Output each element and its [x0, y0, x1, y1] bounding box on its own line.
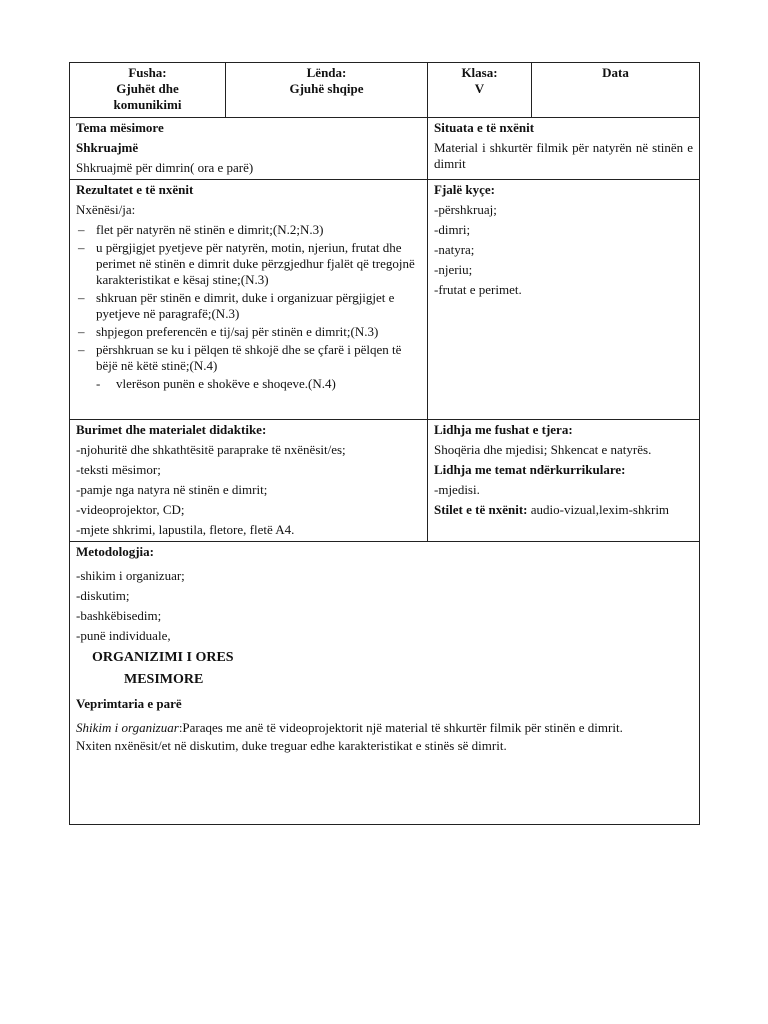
metodologjia-item: -punë individuale,: [76, 628, 171, 643]
burimet-cell: [70, 420, 428, 542]
shikim-label: Shikim i organizuar: [76, 720, 179, 735]
lidhja-temat-value: -mjedisi.: [434, 482, 480, 497]
tema-title: Shkruajmë: [76, 140, 139, 155]
rezultatet-intro: Nxënësi/ja:: [76, 202, 136, 217]
rezultatet-item: [76, 342, 421, 374]
tema-row: [70, 118, 700, 180]
rezultatet-row: [70, 180, 700, 420]
fjale-kyce-item: -njeriu;: [434, 262, 473, 277]
fusha-cell: [70, 63, 226, 118]
dash-bullet: –: [78, 324, 85, 339]
rezultatet-sub-item: [76, 376, 421, 392]
situata-text: Material i shkurtër filmik për natyrën në stinën e dimrit: [434, 140, 693, 171]
veprimtaria-heading: Veprimtaria e parë: [76, 696, 182, 711]
lenda-value: Gjuhë shqipe: [289, 81, 364, 96]
metodologjia-label: Metodologjia:: [76, 544, 154, 559]
nxiten-paragraph: Nxiten nxënësit/et në diskutim, duke treguar edhe karakteristikat e stinës së dimrit.: [76, 738, 507, 753]
burimet-item: -pamje nga natyra në stinën e dimrit;: [76, 482, 268, 497]
rezultatet-item: [76, 222, 421, 238]
rezultatet-item: [76, 324, 421, 340]
burimet-item: -njohuritë dhe shkathtësitë paraprake të nxënësit/es;: [76, 442, 346, 457]
data-cell: [532, 63, 700, 118]
dash-bullet: –: [78, 240, 85, 255]
fusha-label: Fusha:: [128, 65, 167, 80]
rezultatet-list: [76, 222, 421, 374]
rezultatet-item: [76, 240, 421, 288]
fusha-value-1: Gjuhët dhe: [116, 81, 179, 96]
rezultatet-item-text: shkruan për stinën e dimrit, duke i organizuar përgjigjet e pyetjeve në paragrafë;(N.3): [96, 290, 395, 321]
burimet-item: -videoprojektor, CD;: [76, 502, 185, 517]
tema-subtitle: Shkruajmë për dimrin( ora e parë): [76, 160, 254, 175]
tema-label: Tema mësimore: [76, 120, 164, 135]
lenda-label: Lënda:: [306, 65, 347, 80]
stilet-line: [434, 502, 693, 518]
dash-bullet: –: [78, 342, 85, 357]
lidhja-fushat-label: Lidhja me fushat e tjera:: [434, 422, 573, 437]
burimet-row: [70, 420, 700, 542]
shikim-text: :Paraqes me anë të videoprojektorit një material të shkurtër filmik për stinën e dimrit.: [178, 720, 623, 735]
stilet-label: Stilet e të nxënit:: [434, 502, 528, 517]
rezultatet-item-text: u përgjigjet pyetjeve për natyrën, motin, njeriun, frutat dhe perimet në stinën e dimrit duke përzgjedhur fjalët që tregojnë karakteristikat e kësaj stine;(N.3): [96, 240, 415, 287]
fjale-kyce-item: -përshkruaj;: [434, 202, 497, 217]
rezultatet-item-text: shpjegon preferencën e tij/saj për stinën e dimrit;(N.3): [96, 324, 379, 339]
burimet-label: Burimet dhe materialet didaktike:: [76, 422, 267, 437]
rezultatet-label: Rezultatet e të nxënit: [76, 182, 194, 197]
tema-cell: [70, 118, 428, 180]
burimet-item: -mjete shkrimi, lapustila, fletore, fletë A4.: [76, 522, 295, 537]
header-row: [70, 63, 700, 118]
lidhja-fushat-value: Shoqëria dhe mjedisi; Shkencat e natyrës.: [434, 442, 652, 457]
rezultatet-item-text: përshkruan se ku i pëlqen të shkojë dhe se çfarë i pëlqen të bëjë në këtë stinë;(N.4): [96, 342, 402, 373]
mesimore-heading: MESIMORE: [124, 672, 204, 687]
rezultatet-cell: [70, 180, 428, 420]
data-label: Data: [602, 65, 629, 80]
fjale-kyce-item: -natyra;: [434, 242, 475, 257]
fusha-value-2: komunikimi: [113, 97, 182, 112]
fjale-kyce-cell: [428, 180, 700, 420]
metodologjia-row: [70, 542, 700, 825]
rezultatet-item-text: flet për natyrën në stinën e dimrit;(N.2;N.3): [96, 222, 324, 237]
organizimi-heading: ORGANIZIMI I ORES: [92, 650, 234, 665]
situata-label: Situata e të nxënit: [434, 120, 535, 135]
klasa-cell: [428, 63, 532, 118]
sub-dash-bullet: -: [96, 376, 101, 391]
burimet-item: -teksti mësimor;: [76, 462, 161, 477]
lesson-plan-table: [69, 62, 700, 825]
shikim-paragraph: [76, 720, 636, 736]
klasa-value: V: [474, 81, 485, 96]
fjale-kyce-label: Fjalë kyçe:: [434, 182, 496, 197]
fjale-kyce-item: -frutat e perimet.: [434, 282, 522, 297]
lidhja-temat-label: Lidhja me temat ndërkurrikulare:: [434, 462, 626, 477]
fjale-kyce-item: -dimri;: [434, 222, 471, 237]
stilet-value: audio-vizual,lexim-shkrim: [527, 502, 670, 517]
situata-cell: [428, 118, 700, 180]
lidhja-cell: [428, 420, 700, 542]
metodologjia-item: -diskutim;: [76, 588, 130, 603]
rezultatet-sub-item-text: vlerëson punën e shokëve e shoqeve.(N.4): [116, 376, 336, 391]
lenda-cell: [226, 63, 428, 118]
metodologjia-cell: [70, 542, 700, 825]
metodologjia-item: -bashkëbisedim;: [76, 608, 162, 623]
dash-bullet: –: [78, 222, 85, 237]
klasa-label: Klasa:: [461, 65, 498, 80]
metodologjia-item: -shikim i organizuar;: [76, 568, 185, 583]
dash-bullet: –: [78, 290, 85, 305]
rezultatet-item: [76, 290, 421, 322]
